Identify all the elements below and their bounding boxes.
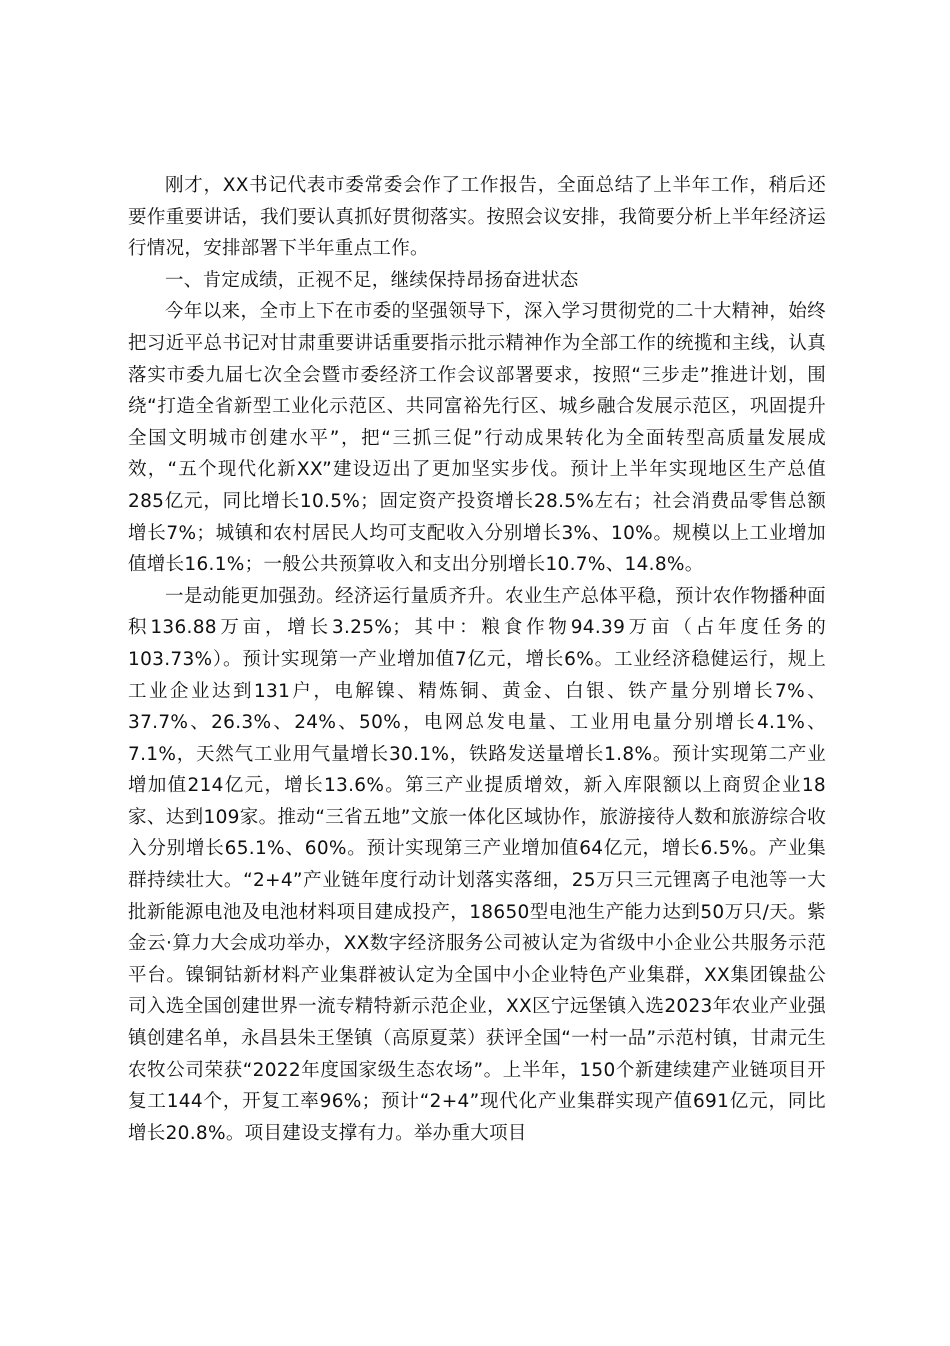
paragraph-intro: 刚才，XX书记代表市委常委会作了工作报告，全面总结了上半年工作，稍后还要作重要讲话，我们要认真抓好贯彻落实。按照会议安排，我简要分析上半年经济运行情况，安排部署下半年重点工作。	[128, 175, 826, 260]
paragraph-overview: 今年以来，全市上下在市委的坚强领导下，深入学习贯彻党的二十大精神，始终把习近平总书记对甘肃重要讲话重要指示批示精神作为全部工作的统揽和主线，认真落实市委九届七次全会暨市委经济工作会议部署要求，按照“三步走”推进计划，围绕“打造全省新型工业化示范区、共同富裕先行区、城乡融合发展示范区，巩固提升全国文明城市创建水平”，把“三抓三促”行动成果转化为全面转型高质量发展成效，“五个现代化新XX”建设迈出了更加坚实步伐。预计上半年实现地区生产总值285亿元，同比增长10.5%；固定资产投资增长28.5%左右；社会消费品零售总额增长7%；城镇和农村居民人均可支配收入分别增长3%、10%。规模以上工业增加值增长16.1%；一般公共预算收入和支出分别增长10.7%、14.8%。	[128, 301, 826, 576]
document-body	[128, 170, 826, 1149]
section-heading: 一、肯定成绩，正视不足，继续保持昂扬奋进状态	[165, 269, 579, 291]
paragraph-momentum: 一是动能更加强劲。经济运行量质齐升。农业生产总体平稳，预计农作物播种面积136.88万亩，增长3.25%；其中：粮食作物94.39万亩（占年度任务的103.73%）。预计实现第一产业增加值7亿元，增长6%。工业经济稳健运行，规上工业企业达到131户，电解镍、精炼铜、黄金、白银、铁产量分别增长7%、37.7%、26.3%、24%、50%，电网总发电量、工业用电量分别增长4.1%、7.1%，天然气工业用气量增长30.1%，铁路发送量增长1.8%。预计实现第二产业增加值214亿元，增长13.6%。第三产业提质增效，新入库限额以上商贸企业18家、达到109家。推动“三省五地”文旅一体化区域协作，旅游接待人数和旅游综合收入分别增长65.1%、60%。预计实现第三产业增加值64亿元，增长6.5%。产业集群持续壮大。“2+4”产业链年度行动计划落实落细，25万只三元锂离子电池等一大批新能源电池及电池材料项目建成投产，18650型电池生产能力达到50万只/天。紫金云·算力大会成功举办，XX数字经济服务公司被认定为省级中小企业公共服务示范平台。镍铜钴新材料产业集群被认定为全国中小企业特色产业集群，XX集团镍盐公司入选全国创建世界一流专精特新示范企业，XX区宁远堡镇入选2023年农业产业强镇创建名单，永昌县朱王堡镇（高原夏菜）获评全国“一村一品”示范村镇，甘肃元生农牧公司荣获“2022年度国家级生态农场”。上半年，150个新建续建产业链项目开复工144个，开复工率96%；预计“2+4”现代化产业集群实现产值691亿元，同比增长20.8%。项目建设支撑有力。举办重大项目	[128, 585, 826, 1144]
